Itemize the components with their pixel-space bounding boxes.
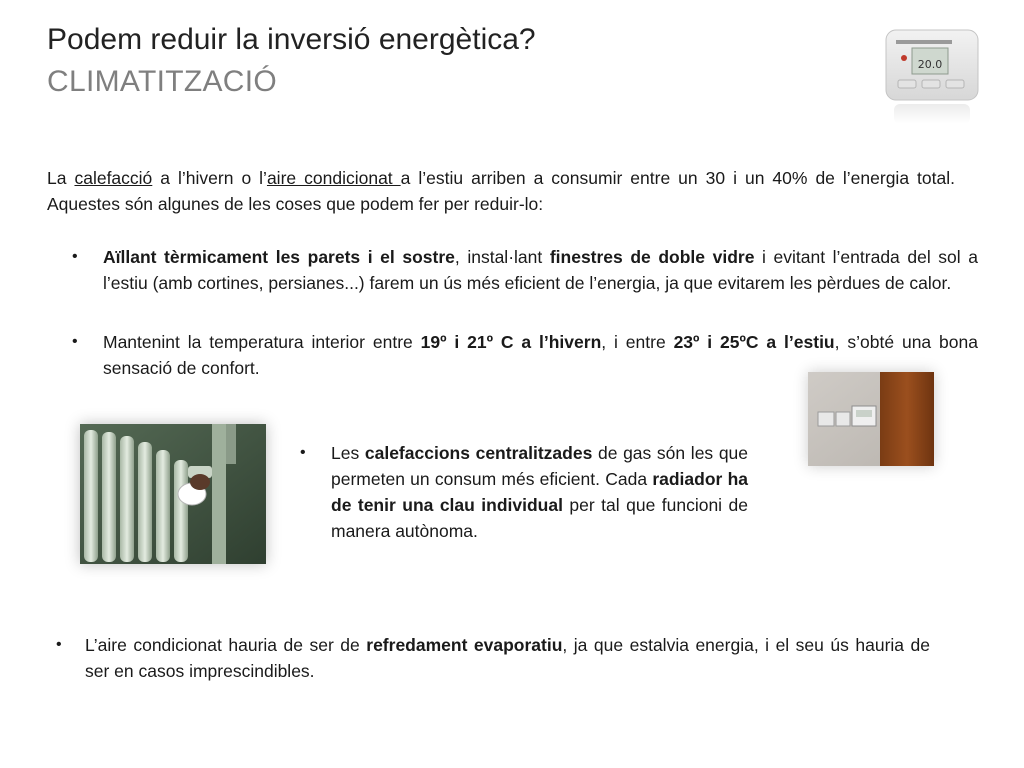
bullet-marker: • [300,444,306,461]
heating-term: calefacció [74,168,153,188]
bullet-temperature: Mantenint la temperatura interior entre 19º i 21º C a l’hivern, i entre 23º i 25ºC a l’estiu, s’obté una bona sensació de confort. [103,332,978,378]
thermostat-image [884,28,980,126]
bullet-marker: • [72,333,78,350]
bullet-marker: • [56,636,62,653]
air-conditioning-term: aire condicionat [266,168,401,188]
intro-paragraph: La calefacció a l’hivern o l’aire condicionat a l’estiu arriben a consumir entre un 30 i un 40% de l’energia total. Aquestes són algunes de les coses que podem fer per reduir-lo: [47,168,955,214]
bullet-marker: • [72,248,78,265]
page-title: Podem reduir la inversió energètica? [47,23,536,56]
page-subtitle: CLIMATITZACIÓ [47,65,278,98]
bullet-insulation: Aïllant tèrmicament les parets i el sostre, instal·lant finestres de doble vidre i evitant l’entrada del sol a l’estiu (amb cortines, persianes...) farem un ús més eficient de l’energia, ja que evitarem les pèrdues de calor. [103,247,978,293]
bullet-evaporative-cooling: L’aire condicionat hauria de ser de refredament evaporatiu, ja que estalvia energia, i el seu ús hauria de ser en casos imprescindibles. [85,635,930,681]
wall-thermostat-image [808,372,934,466]
thermostat-display: 20.0 [917,58,943,71]
bullet-central-heating: Les calefaccions centralitzades de gas són les que permeten un consum més eficient. Cada radiador ha de tenir una clau individual per tal que funcioni de manera autònoma. [331,443,749,541]
radiator-image [80,424,266,564]
